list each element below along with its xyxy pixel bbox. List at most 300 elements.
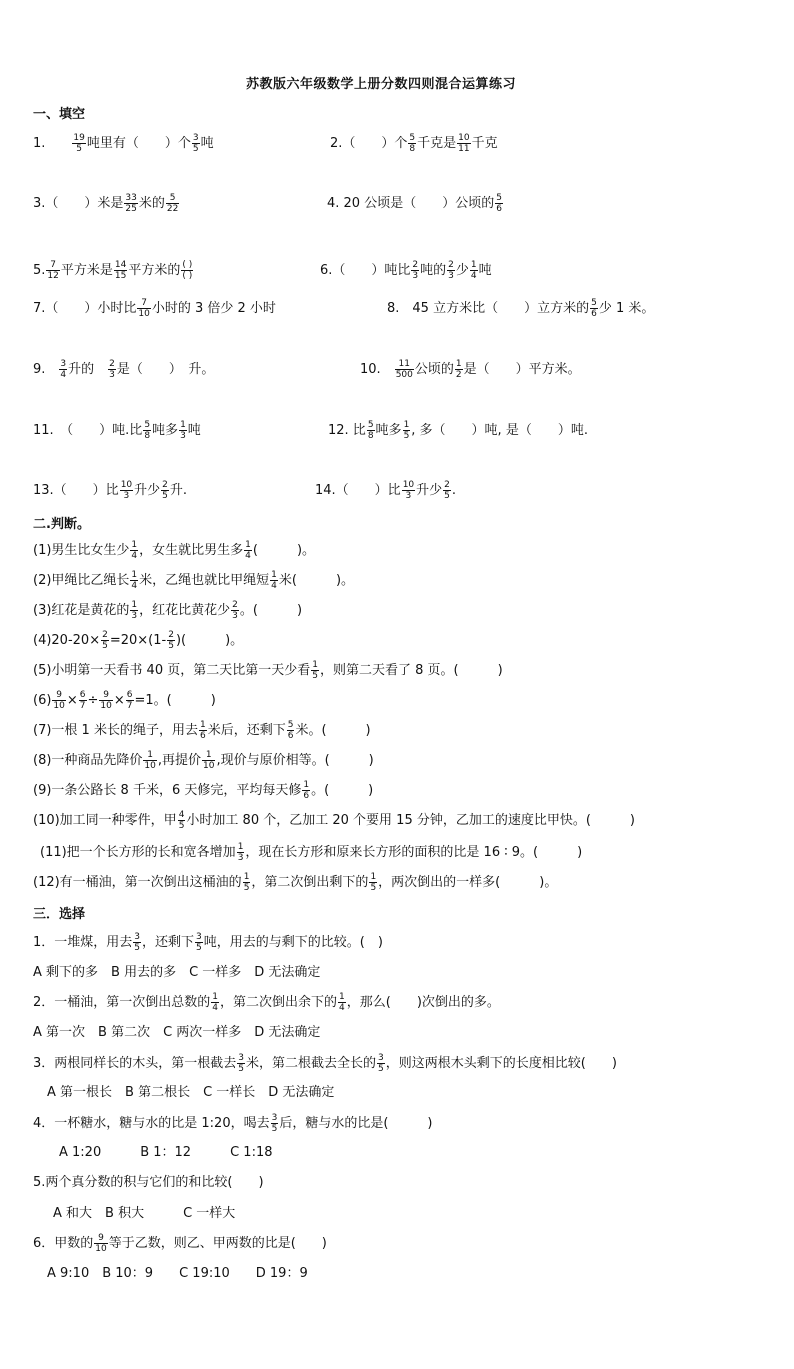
fraction-numerator: 1 [470,260,477,270]
fraction-numerator: 3 [196,932,202,942]
fraction-numerator: 9 [99,690,112,701]
question-text: . [451,483,457,498]
fraction-denominator: 3 [237,853,244,863]
question-line [33,750,374,771]
question-text: 千克是 [417,136,457,151]
fraction [130,540,138,561]
fraction-denominator: 4 [212,1003,219,1013]
fraction-denominator: 10 [203,761,215,771]
question-text: 升少 [134,483,161,498]
question-line [330,133,498,154]
question-text: 小时加工 80 个，乙加工 20 个要用 15 分钟，乙加工的速度比甲快。( ) [186,813,635,828]
fraction [137,298,150,319]
question-text: 吨多 [152,423,179,438]
fraction [403,420,411,441]
fraction-denominator: ( ) [182,271,193,281]
fraction-denominator: 5 [162,491,168,501]
fraction-denominator: 5 [192,144,199,154]
section-heading: 一、填空 [33,107,86,122]
question-text: 7.（ ）小时比 [33,301,137,316]
fraction-numerator: 6 [79,690,86,700]
fraction-denominator: 5 [168,641,174,651]
question-text: ，第二次倒出剩下的 [251,875,369,890]
question-line [33,630,243,651]
question-text: 后，糖与水的比是( ) [279,1116,433,1131]
fraction [199,720,207,741]
fraction [302,780,310,801]
fraction-numerator: 10 [402,480,415,490]
question-text: ÷ [87,693,99,708]
fraction-denominator: 5 [196,943,202,953]
question-line [33,660,503,681]
fraction-denominator: 10 [138,309,150,319]
fraction-numerator: 11 [395,359,414,370]
fraction-denominator: 3 [109,370,115,380]
fraction-numerator: 1 [243,872,250,882]
fraction [211,992,219,1013]
question-text: , 多（ ）吨, 是（ ）吨. [411,423,588,438]
fraction [114,260,127,281]
question-line [33,872,557,893]
question-line [33,1233,327,1254]
fraction-numerator: 2 [102,630,108,640]
fraction-numerator: 1 [370,872,377,882]
question-line [33,133,214,154]
question-text: 吨里有（ ）个 [86,136,191,151]
fraction-numerator: 1 [131,540,138,550]
question-text: 14.（ ）比 [315,483,401,498]
question-text: 9. [33,362,59,377]
fraction [133,932,141,953]
fraction-numerator: 1 [199,720,206,730]
question-text: ，还剩下 [142,935,195,950]
fraction-denominator: 8 [409,144,416,154]
fraction-denominator: 6 [496,204,502,214]
fraction-numerator: 3 [134,932,141,942]
fraction [271,1113,279,1134]
fraction-numerator: 14 [114,260,127,270]
fraction-denominator: 8 [144,431,151,441]
fraction-denominator: 6 [303,791,310,801]
question-text: 米，乙绳也就比甲绳短 [139,573,270,588]
question-line [33,992,500,1013]
fraction-numerator: 1 [403,420,410,430]
fraction-denominator: 4 [339,1003,345,1013]
fraction-denominator: 5 [102,641,108,651]
fraction-numerator: 1 [312,660,318,670]
fraction-numerator: 3 [60,359,67,369]
fraction-numerator: 1 [339,992,345,1002]
question-text: 少 1 米。 [598,301,655,316]
fraction-numerator: 7 [137,298,150,309]
question-text: 升. [169,483,188,498]
question-line [33,260,194,281]
question-text: 5. [33,263,46,278]
question-text: ，女生就比男生多 [139,543,244,558]
question-text: 3．两根同样长的木头，第一根截去 [33,1056,237,1071]
fraction-denominator: 10 [53,701,65,711]
fraction-numerator: 3 [238,1053,245,1063]
question-text: =1。( ) [134,693,216,708]
question-line [47,1264,308,1284]
fraction-denominator: 10 [95,1244,107,1254]
fraction [338,992,346,1013]
question-text: 是（ ）平方米。 [463,362,581,377]
fraction [447,260,455,281]
question-text: ，则这两根木头剩下的长度相比较( ) [385,1056,617,1071]
question-text: (5)小明第一天看书 40 页，第二天比第一天少看 [33,663,311,678]
fraction [101,630,109,651]
fraction [52,690,65,711]
fraction [72,133,85,154]
fraction [369,872,377,893]
fraction [195,932,203,953]
question-line [327,193,504,214]
fraction [126,690,134,711]
fraction-numerator: 1 [271,570,277,580]
fraction [181,260,193,281]
fraction-numerator: 1 [180,420,186,430]
question-text: (12)有一桶油，第一次倒出这桶油的 [33,875,242,890]
fraction [408,133,416,154]
fraction [161,480,169,501]
question-line [33,780,373,801]
question-text: ,再提价 [157,753,202,768]
question-line [33,810,635,831]
question-text: 。( ) [311,783,374,798]
question-text: 6.（ ）吨比 [320,263,411,278]
question-text: 吨 [478,263,492,278]
question-text: 吨 [187,423,201,438]
question-line [33,540,315,561]
question-text: ( )。 [252,543,316,558]
question-text: 小时的 3 倍少 2 小时 [151,301,276,316]
question-line [33,1023,320,1043]
fraction [99,690,112,711]
question-text: 米，第二根截去全长的 [246,1056,377,1071]
question-text: (6) [33,693,52,708]
fraction-numerator: 5 [367,420,374,430]
question-text: 10. [360,362,394,377]
fraction [130,570,138,591]
fraction-numerator: 5 [591,298,597,308]
fraction [166,193,179,214]
fraction [202,750,215,771]
fraction [237,842,245,863]
fraction-denominator: 3 [232,611,238,621]
question-text: 米( )。 [278,573,355,588]
fraction-numerator: 2 [412,260,419,270]
question-line [33,570,354,591]
fraction-numerator: 7 [46,260,59,271]
question-text: 公顷的 [414,362,454,377]
question-text: 3.（ ）米是 [33,196,124,211]
question-line [47,1083,334,1103]
fraction-denominator: 6 [199,731,206,741]
section-heading: 三．选择 [33,907,86,922]
question-text: A 9:10 B 10：9 C 19:10 D 19：9 [47,1266,308,1281]
fraction-numerator: 1 [143,750,156,761]
fraction [244,540,252,561]
fraction-denominator: 25 [125,204,137,214]
fraction-numerator: 9 [94,1233,107,1244]
question-text: 吨的 [420,263,447,278]
fraction-denominator: 7 [126,701,133,711]
fraction-denominator: 3 [448,271,454,281]
fraction-numerator: 1 [455,359,462,369]
question-line [33,193,180,214]
fraction [143,420,151,441]
question-text: 。( ) [239,603,303,618]
question-line [33,690,216,711]
fraction [395,359,414,380]
question-line [33,480,187,501]
fraction-numerator: 5 [496,193,502,203]
question-text: 升的 [68,362,108,377]
question-line [33,720,371,741]
fraction [457,133,470,154]
question-text: 4．一杯糖水，糖与水的比是 1:20，喝去 [33,1116,270,1131]
fraction-denominator: 5 [243,883,250,893]
fraction-denominator: 4 [131,581,138,591]
question-text: (11)把一个长方形的长和宽各增加 [40,845,236,860]
question-text: 5.两个真分数的积与它们的和比较( ) [33,1175,264,1190]
fraction [243,872,251,893]
fraction-numerator: 1 [237,842,244,852]
fraction-denominator: 4 [271,581,277,591]
fraction-numerator: ( ) [182,260,193,270]
fraction-denominator: 10 [100,701,112,711]
fraction-numerator: 4 [178,810,185,820]
fraction-numerator: 3 [271,1113,278,1123]
question-line [328,420,588,441]
question-text: 千克 [471,136,498,151]
fraction-numerator: 5 [409,133,416,143]
fraction [311,660,319,681]
fraction-numerator: 10 [458,133,470,143]
question-text: A 第一次 B 第二次 C 两次一样多 D 无法确定 [33,1025,321,1040]
question-text: (10)加工同一种零件，甲 [33,813,177,828]
question-text: 12. 比 [328,423,366,438]
section-heading: 二.判断。 [33,517,90,532]
question-text: A 剩下的多 B 用去的多 C 一样多 D 无法确定 [33,965,321,980]
question-text: 11. （ ）吨.比 [33,423,143,438]
question-text: 是（ ） 升。 [116,362,215,377]
fraction-denominator: 3 [131,611,138,621]
fraction-numerator: 1 [212,992,219,1002]
fraction-numerator: 1 [131,600,138,610]
fraction-numerator: 5 [287,720,294,730]
question-line [33,1173,264,1193]
question-text: 吨，用去的与剩下的比较。( ) [203,935,383,950]
question-line [40,842,582,863]
question-text: 少 [455,263,469,278]
question-text: 米的 [138,196,165,211]
fraction [94,1233,107,1254]
fraction [270,570,278,591]
fraction-denominator: 6 [287,731,294,741]
fraction [495,193,503,214]
fraction-denominator: 500 [395,370,413,380]
fraction-denominator: 5 [76,144,82,154]
question-text: (3)红花是黄花的 [33,603,130,618]
fraction-numerator: 3 [378,1053,384,1063]
question-text: 2.（ ）个 [330,136,408,151]
question-line [33,600,302,621]
fraction-denominator: 5 [238,1064,245,1074]
fraction [179,420,187,441]
fraction-denominator: 15 [114,271,127,281]
fraction [590,298,598,319]
fraction [46,260,59,281]
question-text: ，红花比黄花少 [139,603,231,618]
question-text: A 1:20 B 1：12 C 1:18 [59,1145,273,1160]
fraction-numerator: 2 [448,260,454,270]
fraction-denominator: 5 [271,1124,278,1134]
question-text: (4)20-20× [33,633,101,648]
question-line [33,420,201,441]
fraction [167,630,175,651]
question-text: 4. 20 公顷是（ ）公顷的 [327,196,495,211]
question-line [59,1143,273,1163]
fraction-denominator: 2 [455,370,462,380]
fraction-numerator: 1 [303,780,310,790]
fraction-numerator: 1 [131,570,138,580]
question-text: 1. [33,136,72,151]
fraction-numerator: 1 [245,540,251,550]
question-text: 米。( ) [295,723,371,738]
fraction-denominator: 5 [378,1064,384,1074]
fraction-denominator: 5 [403,431,410,441]
question-text: ，现在长方形和原来长方形的面积的比是 16 ∶ 9。( ) [245,845,583,860]
fraction-denominator: 10 [144,761,156,771]
fraction [120,480,133,501]
fraction-denominator: 11 [458,144,470,154]
question-text: 等于乙数，则乙、甲两数的比是( ) [108,1236,327,1251]
fraction [178,810,186,831]
fraction [443,480,451,501]
fraction [377,1053,385,1074]
fraction-denominator: 5 [312,671,318,681]
question-text: × [66,693,78,708]
question-text: 6．甲数的 [33,1236,94,1251]
question-text: 13.（ ）比 [33,483,119,498]
question-line [33,359,214,380]
fraction-numerator: 2 [444,480,450,490]
question-line [387,298,654,319]
question-line [53,1204,235,1224]
question-text: ,现价与原价相等。( ) [216,753,374,768]
fraction-denominator: 4 [470,271,477,281]
fraction-numerator: 2 [232,600,238,610]
fraction-denominator: 22 [166,204,179,214]
question-text: ，那么( )次倒出的多。 [346,995,500,1010]
question-text: )( )。 [175,633,244,648]
question-text: (2)甲绳比乙绳长 [33,573,130,588]
fraction [143,750,156,771]
fraction-denominator: 5 [134,943,141,953]
fraction-denominator: 4 [60,370,67,380]
fraction-numerator: 2 [168,630,174,640]
question-text: ，则第二天看了 8 页。( ) [319,663,503,678]
fraction [402,480,415,501]
question-line [320,260,492,281]
question-text: 升少 [416,483,443,498]
question-text: 平方米是 [60,263,113,278]
question-text: (1)男生比女生少 [33,543,130,558]
fraction [287,720,295,741]
fraction [411,260,419,281]
fraction [367,420,375,441]
fraction [59,359,67,380]
fraction-numerator: 5 [166,193,179,204]
page-title: 苏教版六年级数学上册分数四则混合运算练习 [246,77,517,92]
fraction-denominator: 5 [444,491,450,501]
fraction-denominator: 5 [370,883,377,893]
question-text: (9)一条公路长 8 千米，6 天修完，平均每天修 [33,783,302,798]
fraction-denominator: 6 [591,309,597,319]
fraction [455,359,463,380]
question-line [33,298,276,319]
fraction-numerator: 6 [126,690,133,700]
fraction [79,690,87,711]
fraction [108,359,116,380]
question-text: (7)一根 1 米长的绳子，用去 [33,723,198,738]
fraction [124,193,137,214]
fraction-numerator: 2 [109,359,115,369]
question-text: ，两次倒出的一样多( )。 [378,875,558,890]
fraction-denominator: 4 [131,551,138,561]
question-line [360,359,581,380]
question-text: × [113,693,125,708]
question-text: A 和大 B 积大 C 一样大 [53,1206,236,1221]
fraction-denominator: 12 [47,271,59,281]
question-text: ，第二次倒出余下的 [220,995,338,1010]
fraction [231,600,239,621]
fraction-numerator: 5 [144,420,151,430]
fraction-denominator: 4 [245,551,251,561]
fraction-denominator: 8 [367,431,374,441]
fraction-denominator: 3 [123,491,130,501]
question-text: 米后，还剩下 [207,723,286,738]
fraction [470,260,478,281]
question-text: 吨 [200,136,214,151]
fraction-numerator: 33 [125,193,137,203]
fraction [130,600,138,621]
fraction [192,133,200,154]
fraction-denominator: 7 [79,701,86,711]
question-text: 8. 45 立方米比（ ）立方米的 [387,301,590,316]
fraction-numerator: 2 [162,480,168,490]
question-text: =20×(1- [109,633,167,648]
fraction-denominator: 3 [412,271,419,281]
fraction-numerator: 3 [192,133,199,143]
question-text: 平方米的 [128,263,181,278]
question-text: (8)一种商品先降价 [33,753,143,768]
question-line [33,1113,433,1134]
fraction-denominator: 5 [178,821,185,831]
fraction-numerator: 9 [52,690,65,701]
fraction-denominator: 3 [180,431,186,441]
fraction-numerator: 10 [120,480,133,490]
question-line [33,963,320,983]
question-text: A 第一根长 B 第二根长 C 一样长 D 无法确定 [47,1085,335,1100]
fraction-numerator: 19 [73,133,85,143]
fraction-denominator: 3 [405,491,412,501]
question-line [33,932,383,953]
question-line [315,480,456,501]
question-text: 1．一堆煤，用去 [33,935,133,950]
